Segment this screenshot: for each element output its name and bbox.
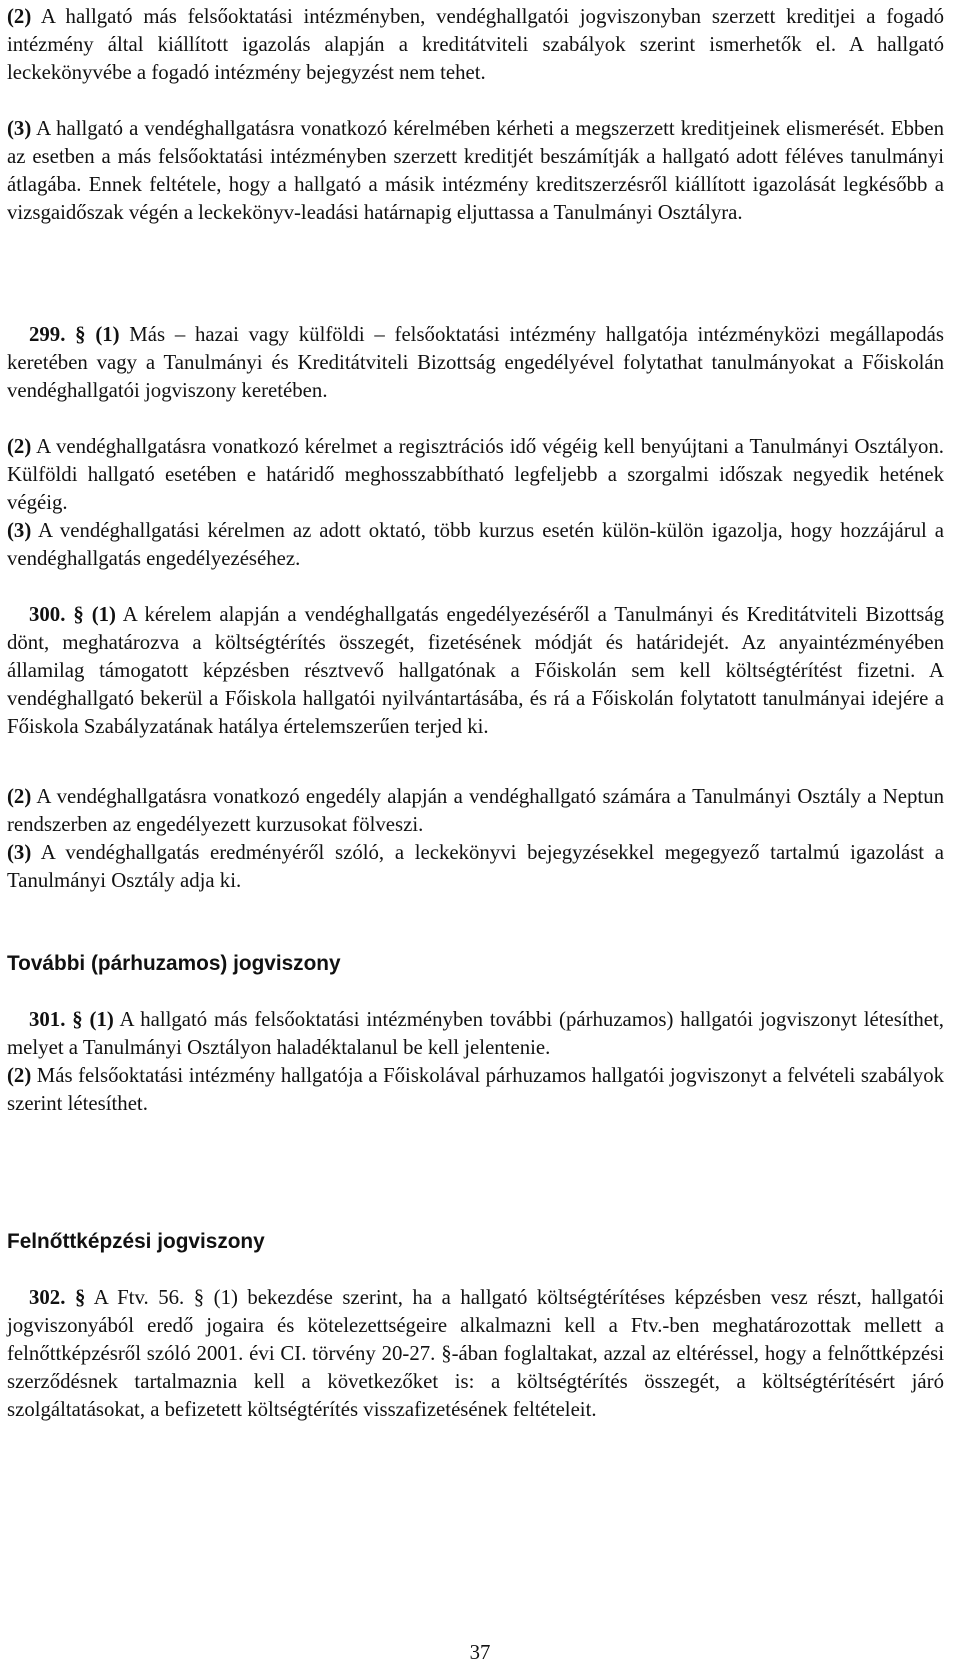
section-302-paragraph [7,1284,944,1424]
paragraph-text: A vendéghallgatási kérelmen az adott oktató, több kurzus esetén külön-külön igazolja, hogy hozzájárul a vendéghallgatás engedélyezéséhez. [7,519,944,570]
heading-parallel-relationship: További (párhuzamos) jogviszony [7,952,341,975]
section-301-paragraph-1 [7,1006,944,1062]
section-299-paragraph-1 [7,321,944,405]
paragraph-label: (1) [95,323,120,346]
paragraph-label: (2) [7,1064,32,1087]
paragraph-text: Más felsőoktatási intézmény hallgatója a Főiskolával párhuzamos hallgatói jogviszonyt a felvételi szabályok szerint létesíthet. [7,1064,944,1115]
section-number: 300. [29,603,66,626]
paragraph-label: (2) [7,435,32,458]
paragraph-label: (1) [89,1008,114,1031]
paragraph-label: (2) [7,5,32,28]
paragraph-text: A hallgató a vendéghallgatásra vonatkozó kérelmében kérheti a megszerzett kreditjeinek elismerését. Ebben az esetben a más felsőoktatási intézményben szerzett kreditjét beszámítják a hallgató adott féléves tanulmányi átlagába. Ennek feltétele, hogy a hallgató a másik intézmény kreditszerzésről kiállított igazolását legkésőbb a vizsgaidőszak végén a leckekönyv-leadási határnapig eljuttassa a Tanulmányi Osztályra. [7,117,944,224]
paragraph-text: A hallgató más felsőoktatási intézményben további (párhuzamos) hallgatói jogviszonyt létesíthet, melyet a Tanulmányi Osztályon haladéktalanul be kell jelentenie. [7,1008,945,1059]
paragraph-label: (2) [7,785,32,808]
section-sign: § [75,323,86,346]
paragraph-text: A vendéghallgatásra vonatkozó engedély alapján a vendéghallgató számára a Tanulmányi Osztály a Neptun rendszerben az engedélyezett kurzusokat fölveszi. [7,785,944,836]
paragraph-label: (3) [7,519,32,542]
paragraph-3 [7,115,944,227]
paragraph-text: A kérelem alapján a vendéghallgatás engedélyezéséről a Tanulmányi és Kreditátviteli Bizottság dönt, meghatározva a költségtérítés összegét, fizetésének módját és határidejét. Az anyaintézményében államilag támogatott képzésben résztvevő hallgatónak a Főiskolán sem kell költségtérítést fizetni. A vendéghallgató bekerül a Főiskola hallgatói nyilvántartásába, és rá a Főiskolán folytatott tanulmányai idejére a Főiskola Szabályzatának hatálya értelemszerűen terjed ki. [7,603,944,738]
paragraph-label: (3) [7,841,32,864]
section-sign: § [73,603,84,626]
paragraph-label: (1) [91,603,116,626]
section-300-paragraph-1 [7,601,944,741]
paragraph-text: A vendéghallgatás eredményéről szóló, a leckekönyvi bejegyzésekkel megegyező tartalmú igazolást a Tanulmányi Osztály adja ki. [7,841,944,892]
paragraph-text: A Ftv. 56. § (1) bekezdése szerint, ha a hallgató költségtérítéses képzésben vesz részt, hallgatói jogviszonyából eredő jogaira és kötelezettségeire alkalmazni kell a Ftv.-ben meghatározottak mellett a felnőttképzésről szóló 2001. évi CI. törvény 20-27. §-ában foglaltakat, azzal az eltéréssel, hogy a felnőttképzési szerződésnek tartalmaznia kell a következőket is: a költségtérítés összegét, a költségtérítésért járó szolgáltatásokat, a befizetett költségtérítés visszafizetésének feltételeit. [7,1286,944,1421]
paragraph-label: (3) [7,117,32,140]
paragraph-text: A vendéghallgatásra vonatkozó kérelmet a regisztrációs idő végéig kell benyújtani a Tanulmányi Osztályon. Külföldi hallgató esetében e határidő meghosszabbítható legfeljebb a szorgalmi időszak negyedik hetének végéig. [7,435,944,514]
section-number: 301. [29,1008,66,1031]
section-299-paragraph-3 [7,517,944,573]
section-number: 299. [29,323,66,346]
paragraph-text: Más – hazai vagy külföldi – felsőoktatási intézmény hallgatója intézményközi megállapodás keretében vagy a Tanulmányi és Kreditátviteli Bizottság engedélyével folytathat tanulmányokat a Főiskolán vendéghallgatói jogviszony keretében. [7,323,945,402]
section-299-paragraph-2 [7,433,944,517]
section-300-paragraph-2 [7,783,944,839]
paragraph-text: A hallgató más felsőoktatási intézményben, vendéghallgatói jogviszonyban szerzett kreditjei a fogadó intézmény által kiállított igazolás alapján a kreditátviteli szabályok szerint ismerhetők el. A hallgató leckekönyvébe a fogadó intézmény bejegyzést nem tehet. [7,5,944,84]
section-number: 302. [29,1286,66,1309]
section-sign: § [72,1008,83,1031]
heading-adult-education: Felnőttképzési jogviszony [7,1230,265,1253]
section-sign: § [74,1286,86,1309]
paragraph-2 [7,3,944,87]
section-301-paragraph-2 [7,1062,944,1118]
section-300-paragraph-3 [7,839,944,895]
page-number: 37 [469,1641,491,1664]
